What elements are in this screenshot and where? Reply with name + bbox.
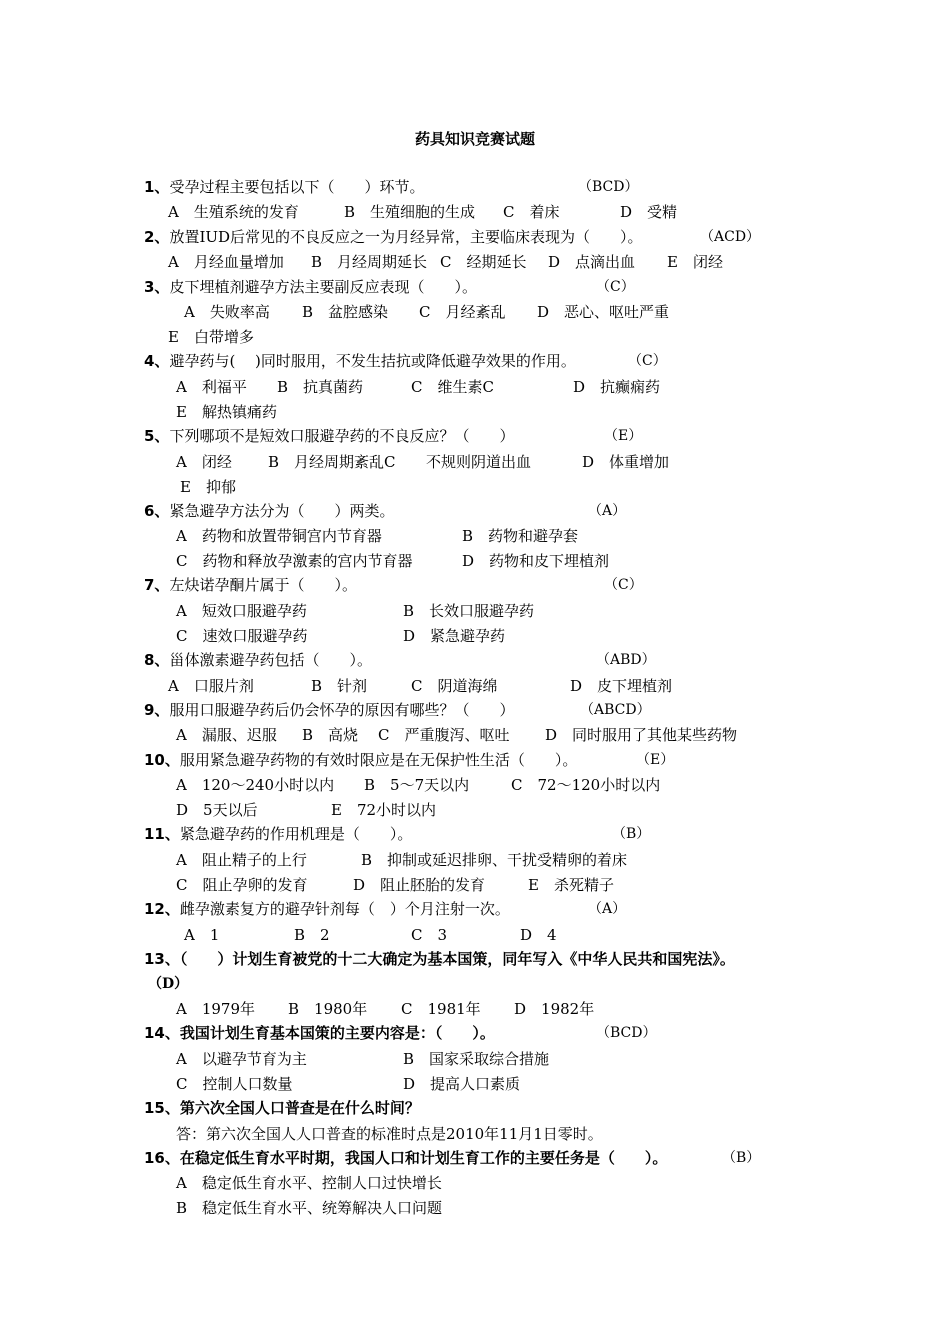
option-c: C 1981年	[401, 1000, 481, 1018]
option-b: B 1980年	[288, 1000, 368, 1018]
option-c: 不规则阴道出血	[426, 453, 532, 471]
option-b: B 5～7天以内	[364, 776, 470, 794]
option-a: A 稳定低生育水平、控制人口过快增长	[176, 1174, 442, 1192]
answer-key: （B）	[722, 1150, 761, 1166]
option-d: D 同时服用了其他某些药物	[545, 726, 738, 744]
option-c: C 速效口服避孕药	[176, 627, 308, 645]
answer-key: （C）	[604, 577, 643, 593]
option-a: A 失败率高	[184, 303, 270, 321]
question-16	[144, 1147, 667, 1169]
option-d: D 抗癫痫药	[573, 378, 661, 396]
option-b: B 高烧	[302, 726, 359, 744]
question-text: 我国计划生育基本国策的主要内容是：（ ）。	[179, 1024, 495, 1042]
question-number: 13、	[144, 950, 180, 968]
option-a: A 漏服、迟服	[176, 726, 277, 744]
question-text: 左炔诺孕酮片属于（ ）。	[169, 576, 357, 594]
question-text: 下列哪项不是短效口服避孕药的不良反应？（ ）	[169, 427, 515, 445]
answer-key: （C）	[596, 279, 635, 295]
question-number: 3、	[144, 278, 170, 296]
question-number: 11、	[144, 825, 180, 843]
option-d: D 恶心、呕吐严重	[537, 303, 670, 321]
option-a: A 月经血量增加	[168, 253, 284, 271]
answer-key: （A）	[588, 503, 627, 519]
answer-key: （BCD）	[578, 179, 639, 195]
question-8	[144, 649, 372, 671]
option-c: C 经期延长	[440, 253, 527, 271]
option-a: A 闭经	[176, 453, 232, 471]
question-text: 紧急避孕方法分为（ ）两类。	[169, 502, 395, 520]
option-c: C 月经紊乱	[419, 303, 506, 321]
option-d: D 5天以后	[176, 801, 258, 819]
option-a: A 短效口服避孕药	[176, 602, 307, 620]
question-number: 2、	[144, 228, 170, 246]
question-6	[144, 500, 394, 522]
answer-key: （A）	[588, 901, 627, 917]
option-d: D 阻止胚胎的发育	[353, 876, 486, 894]
option-b: B 月经周期紊乱C	[268, 453, 396, 471]
option-a: A 药物和放置带铜宫内节育器	[176, 527, 382, 545]
question-number: 14、	[144, 1024, 180, 1042]
question-text: 避孕药与( )同时服用，不发生拮抗或降低避孕效果的作用。	[169, 352, 576, 370]
answer-key: （E）	[636, 752, 675, 768]
question-number: 4、	[144, 352, 170, 370]
option-d: D 点滴出血	[548, 253, 636, 271]
answer-key: （ABD）	[596, 652, 656, 668]
answer-key: （ABCD）	[580, 702, 651, 718]
answer-text: 答：第六次全国人人口普查的标准时点是2010年11月1日零时。	[176, 1125, 603, 1143]
question-4	[144, 350, 576, 372]
question-12	[144, 898, 510, 920]
option-b: B 国家采取综合措施	[403, 1050, 550, 1068]
question-5	[144, 425, 514, 447]
answer-key: （C）	[628, 353, 667, 369]
option-d: D 受精	[620, 203, 678, 221]
question-11	[144, 823, 412, 845]
option-d: D 4	[520, 926, 557, 944]
option-c: C 阴道海绵	[411, 677, 498, 695]
question-10	[144, 749, 577, 771]
question-text: 服用口服避孕药后仍会怀孕的原因有哪些？（ ）	[169, 701, 515, 719]
question-text: 雌孕激素复方的避孕针剂每（ ）个月注射一次。	[179, 900, 510, 918]
option-d: D 提高人口素质	[403, 1075, 521, 1093]
option-a: A 1979年	[176, 1000, 256, 1018]
question-number: 5、	[144, 427, 170, 445]
option-b: B 2	[294, 926, 330, 944]
question-number: 1、	[144, 178, 170, 196]
question-1	[144, 176, 424, 198]
option-e: E 抑郁	[180, 478, 236, 496]
option-a: A 口服片剂	[168, 677, 254, 695]
question-text: 服用紧急避孕药物的有效时限应是在无保护性生活（ ）。	[179, 751, 578, 769]
option-b: B 稳定低生育水平、统筹解决人口问题	[176, 1199, 443, 1217]
option-a: A 利福平	[176, 378, 247, 396]
question-number: 10、	[144, 751, 180, 769]
question-9	[144, 699, 514, 721]
question-text: 在稳定低生育水平时期，我国人口和计划生育工作的主要任务是（ ）。	[179, 1149, 668, 1167]
option-b: B 抑制或延迟排卵、干扰受精卵的着床	[361, 851, 628, 869]
option-b: B 生殖细胞的生成	[344, 203, 476, 221]
option-a: A 120～240小时以内	[176, 776, 335, 794]
option-d: D 紧急避孕药	[403, 627, 506, 645]
question-14	[144, 1022, 495, 1044]
question-2	[144, 226, 643, 248]
page-title: 药具知识竞赛试题	[414, 130, 535, 148]
option-c: C 阻止孕卵的发育	[176, 876, 308, 894]
question-number: 16、	[144, 1149, 180, 1167]
question-7	[144, 574, 357, 596]
answer-key: （E）	[604, 428, 643, 444]
question-number: 12、	[144, 900, 180, 918]
option-b: B 月经周期延长	[311, 253, 428, 271]
question-number: 15、	[144, 1099, 180, 1117]
option-d: D 药物和皮下埋植剂	[462, 552, 610, 570]
option-c: C 3	[411, 926, 448, 944]
option-c: C 维生素C	[411, 378, 494, 396]
question-number: 6、	[144, 502, 170, 520]
answer-key: （B）	[612, 826, 651, 842]
option-b: B 长效口服避孕药	[403, 602, 535, 620]
answer-key: （D）	[148, 976, 189, 992]
option-a: A 生殖系统的发育	[168, 203, 299, 221]
option-c: C 着床	[503, 203, 560, 221]
question-15	[144, 1097, 420, 1119]
option-e: E 解热镇痛药	[176, 403, 277, 421]
option-c: C 控制人口数量	[176, 1075, 293, 1093]
option-d: D 1982年	[514, 1000, 595, 1018]
question-text: 第六次全国人口普查是在什么时间？	[179, 1099, 420, 1117]
option-c: C 药物和释放孕激素的宫内节育器	[176, 552, 413, 570]
question-3	[144, 276, 477, 298]
question-number: 8、	[144, 651, 170, 669]
option-d: D 皮下埋植剂	[570, 677, 673, 695]
option-e: E 杀死精子	[528, 876, 614, 894]
question-13	[144, 948, 735, 970]
question-number: 9、	[144, 701, 170, 719]
option-b: B 药物和避孕套	[462, 527, 579, 545]
answer-key: （ACD）	[700, 229, 761, 245]
question-number: 7、	[144, 576, 170, 594]
option-a: A 以避孕节育为主	[176, 1050, 307, 1068]
option-c: C 72～120小时以内	[511, 776, 661, 794]
question-text: 受孕过程主要包括以下（ ）环节。	[169, 178, 425, 196]
question-text: 皮下埋植剂避孕方法主要副反应表现（ ）。	[169, 278, 477, 296]
option-e: E 72小时以内	[331, 801, 437, 819]
option-b: B 针剂	[311, 677, 368, 695]
option-b: B 抗真菌药	[277, 378, 364, 396]
option-e: E 白带增多	[168, 328, 254, 346]
question-text: 紧急避孕药的作用机理是（ ）。	[179, 825, 413, 843]
option-a: A 阻止精子的上行	[176, 851, 307, 869]
question-text: 甾体激素避孕药包括（ ）。	[169, 651, 372, 669]
option-d: D 体重增加	[582, 453, 670, 471]
question-text: 放置IUD后常见的不良反应之一为月经异常，主要临床表现为（ ）。	[169, 228, 643, 246]
question-text: （ ）计划生育被党的十二大确定为基本国策，同年写入《中华人民共和国宪法》。	[179, 950, 735, 968]
answer-key: （BCD）	[596, 1025, 657, 1041]
option-e: E 闭经	[667, 253, 723, 271]
option-a: A 1	[184, 926, 220, 944]
option-c: C 严重腹泻、呕吐	[378, 726, 510, 744]
option-b: B 盆腔感染	[302, 303, 389, 321]
